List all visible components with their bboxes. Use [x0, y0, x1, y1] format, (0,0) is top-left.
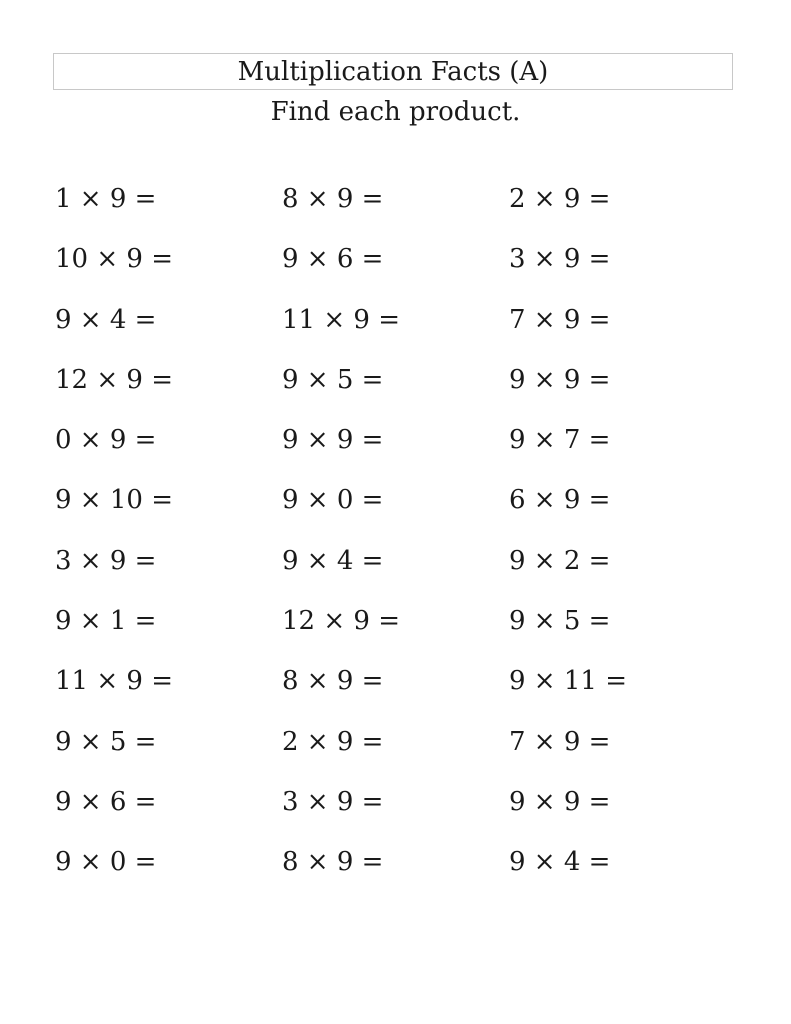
problem-item: 2 × 9 =: [282, 726, 384, 757]
problem-item: 3 × 9 =: [55, 545, 157, 576]
problem-grid: [55, 182, 755, 906]
problem-item: 6 × 9 =: [509, 485, 611, 516]
problem-item: 9 × 5 =: [282, 364, 384, 395]
problem-item: 9 × 9 =: [282, 425, 384, 456]
problem-item: 9 × 6 =: [55, 786, 157, 817]
problem-item: 12 × 9 =: [55, 364, 173, 395]
problem-item: 3 × 9 =: [509, 244, 611, 275]
problem-item: 7 × 9 =: [509, 726, 611, 757]
problem-item: 9 × 5 =: [509, 606, 611, 637]
problem-item: 9 × 5 =: [55, 726, 157, 757]
problem-item: 9 × 6 =: [282, 244, 384, 275]
problem-item: 9 × 11 =: [509, 666, 627, 697]
problem-item: 9 × 7 =: [509, 425, 611, 456]
problem-item: 7 × 9 =: [509, 304, 611, 335]
problem-item: 9 × 0 =: [55, 847, 157, 878]
problem-item: 11 × 9 =: [55, 666, 173, 697]
problem-item: 8 × 9 =: [282, 666, 384, 697]
problem-item: 11 × 9 =: [282, 304, 400, 335]
problem-item: 8 × 9 =: [282, 184, 384, 214]
problem-item: 9 × 2 =: [509, 545, 611, 576]
problem-item: 9 × 4 =: [509, 847, 611, 878]
problem-item: 9 × 9 =: [509, 364, 611, 395]
problem-item: 0 × 9 =: [55, 425, 157, 456]
problem-item: 3 × 9 =: [282, 786, 384, 817]
problem-item: 10 × 9 =: [55, 244, 173, 275]
problem-item: 9 × 10 =: [55, 485, 173, 516]
problem-item: 9 × 9 =: [509, 786, 611, 817]
worksheet-title-box: [53, 53, 733, 90]
problem-item: 2 × 9 =: [509, 184, 611, 214]
problem-item: 8 × 9 =: [282, 847, 384, 878]
problem-item: 9 × 4 =: [282, 545, 384, 576]
worksheet-instructions: Find each product.: [270, 97, 521, 127]
problem-item: 9 × 4 =: [55, 304, 157, 335]
problem-item: 1 × 9 =: [55, 184, 157, 214]
problem-item: 9 × 1 =: [55, 606, 157, 637]
problem-item: 12 × 9 =: [282, 606, 400, 637]
worksheet-title: Multiplication Facts (A): [237, 56, 549, 87]
problem-item: 9 × 0 =: [282, 485, 384, 516]
